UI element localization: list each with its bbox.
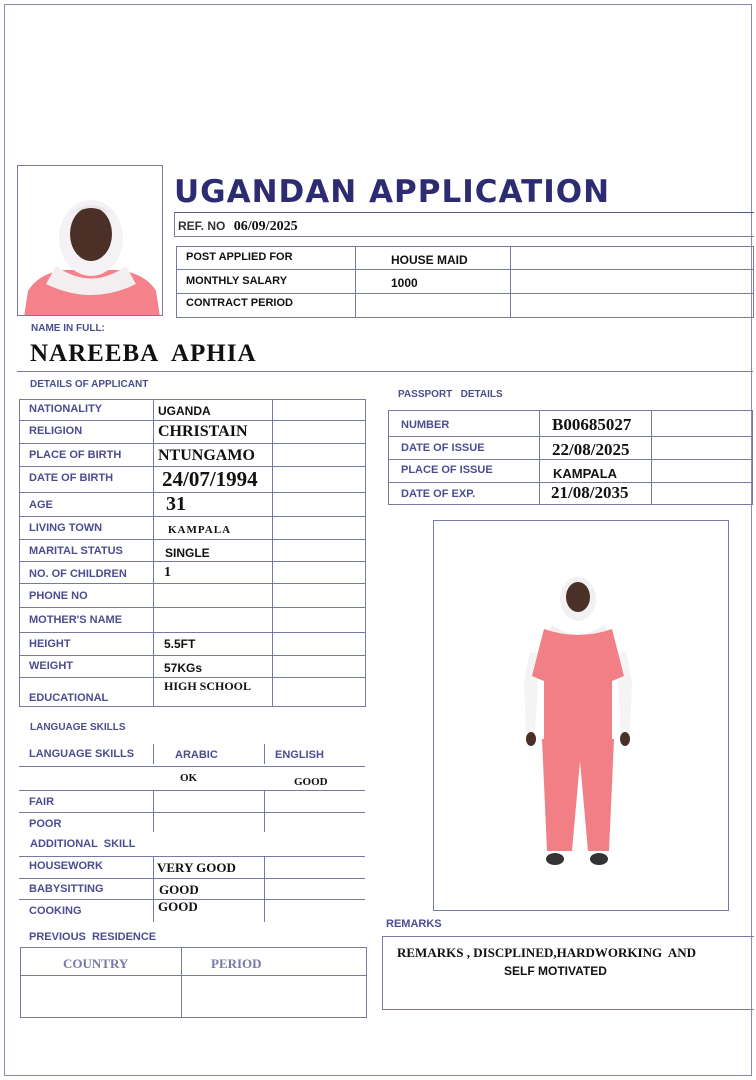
post-rule <box>176 293 754 294</box>
place-of-birth-label: PLACE OF BIRTH <box>29 449 122 461</box>
applicant-rule <box>19 399 365 400</box>
religion-label: RELIGION <box>29 425 83 437</box>
date-of-issue-label: DATE OF ISSUE <box>401 442 485 454</box>
passport-rule <box>388 410 753 411</box>
children-label: NO. OF CHILDREN <box>29 568 127 580</box>
fair-label: FAIR <box>29 796 55 808</box>
poor-label: POOR <box>29 818 62 830</box>
applicant-rule <box>19 677 365 678</box>
residence-section-label: PREVIOUS RESIDENCE <box>29 931 157 943</box>
babysitting-value: GOOD <box>159 882 199 897</box>
babysitting-label: BABYSITTING <box>29 883 104 895</box>
place-of-birth-value: NTUNGAMO <box>158 447 255 464</box>
language-header-label: LANGUAGE SKILLS <box>29 748 135 760</box>
height-label: HEIGHT <box>29 638 71 650</box>
place-of-issue-label: PLACE OF ISSUE <box>401 464 493 476</box>
passport-number-label: NUMBER <box>401 419 450 431</box>
phone-label: PHONE NO <box>29 590 88 602</box>
applicant-rule <box>19 655 365 656</box>
language-rule <box>19 766 365 767</box>
applicant-rule <box>153 399 154 707</box>
language-rule <box>264 744 265 764</box>
applicant-rule <box>19 561 365 562</box>
salary-label: MONTHLY SALARY <box>186 275 288 287</box>
ref-number <box>178 217 298 235</box>
applicant-rule <box>19 539 365 540</box>
ref-rule-left <box>174 212 175 237</box>
nationality-label: NATIONALITY <box>29 403 103 415</box>
skills-rule <box>19 878 365 879</box>
arabic-value: OK <box>180 772 198 784</box>
education-label: EDUCATIONAL <box>29 692 109 704</box>
applicant-rule <box>19 492 365 493</box>
applicant-rule <box>365 399 366 707</box>
remarks-line-2: SELF MOTIVATED <box>504 964 607 978</box>
full-length-photo <box>433 520 729 911</box>
remarks-section-label: REMARKS <box>386 918 442 930</box>
ref-rule-top <box>174 212 754 213</box>
age-label: AGE <box>29 499 53 511</box>
education-value: HIGH SCHOOL <box>164 679 252 693</box>
language-rule <box>19 812 365 813</box>
date-of-exp-label: DATE OF EXP. <box>401 488 476 500</box>
ref-label: REF. NO <box>178 219 226 233</box>
passport-number-value: B00685027 <box>552 415 632 434</box>
language-section-label: LANGUAGE SKILLS <box>30 722 126 733</box>
post-rule <box>176 246 177 318</box>
passport-section-label: PASSPORT DETAILS <box>398 389 503 400</box>
children-value: 1 <box>164 565 171 580</box>
applicant-rule <box>19 399 20 707</box>
applicant-rule <box>19 706 365 707</box>
applicant-rule <box>19 583 365 584</box>
religion-value: CHRISTAIN <box>158 423 248 440</box>
post-rule <box>176 246 754 247</box>
language-rule <box>153 790 154 832</box>
date-of-birth-label: DATE OF BIRTH <box>29 472 114 484</box>
skills-rule <box>19 856 365 857</box>
applicant-rule <box>272 399 273 707</box>
housework-label: HOUSEWORK <box>29 860 103 872</box>
arabic-column-header: ARABIC <box>175 749 218 761</box>
page-title: UGANDAN APPLICATION <box>174 174 611 210</box>
mothers-name-label: MOTHER'S NAME <box>29 614 123 626</box>
post-rule <box>176 317 754 318</box>
post-rule <box>510 246 511 318</box>
passport-rule <box>651 410 652 505</box>
housework-value: VERY GOOD <box>157 860 236 875</box>
age-value: 31 <box>166 493 186 515</box>
passport-rule <box>388 436 753 437</box>
country-column-header: COUNTRY <box>63 956 129 971</box>
skills-section-label: ADDITIONAL SKILL <box>30 838 136 850</box>
weight-label: WEIGHT <box>29 660 73 672</box>
date-of-exp-value: 21/08/2035 <box>551 483 629 502</box>
weight-value: 57KGs <box>164 661 203 675</box>
passport-photo <box>17 165 163 316</box>
applicant-rule <box>19 632 365 633</box>
post-rule <box>176 269 754 270</box>
nationality-value: UGANDA <box>158 404 211 418</box>
period-column-header: PERIOD <box>211 956 262 971</box>
date-of-birth-value: 24/07/1994 <box>162 467 258 491</box>
post-label: POST APPLIED FOR <box>186 251 293 263</box>
salary-value: 1000 <box>391 276 418 290</box>
name-rule <box>17 371 753 372</box>
place-of-issue-value: KAMPALA <box>553 466 618 481</box>
english-column-header: ENGLISH <box>275 749 324 761</box>
name-label: NAME IN FULL: <box>31 323 105 334</box>
applicant-rule <box>19 443 365 444</box>
cooking-label: COOKING <box>29 905 82 917</box>
ref-value: 06/09/2025 <box>233 219 298 234</box>
language-rule <box>264 790 265 832</box>
living-town-label: LIVING TOWN <box>29 522 103 534</box>
ref-rule-bottom <box>174 236 754 237</box>
applicant-rule <box>19 607 365 608</box>
cooking-value: GOOD <box>158 899 198 914</box>
passport-rule <box>752 410 753 505</box>
post-rule <box>753 246 754 318</box>
post-value: HOUSE MAID <box>391 253 468 267</box>
height-value: 5.5FT <box>164 637 196 651</box>
skills-rule <box>153 856 154 922</box>
marital-status-label: MARITAL STATUS <box>29 545 123 557</box>
residence-rule <box>20 975 367 976</box>
marital-status-value: SINGLE <box>165 546 210 560</box>
contract-label: CONTRACT PERIOD <box>186 297 293 309</box>
passport-rule <box>388 410 389 505</box>
applicant-section-label: DETAILS OF APPLICANT <box>30 379 149 390</box>
applicant-rule <box>19 420 365 421</box>
living-town-value: KAMPALA <box>168 524 232 536</box>
applicant-rule <box>19 516 365 517</box>
passport-rule <box>539 410 540 505</box>
remarks-box <box>382 936 754 1010</box>
residence-rule <box>181 947 182 1018</box>
post-rule <box>355 246 356 318</box>
remarks-line-1: REMARKS , DISCPLINED,HARDWORKING AND <box>397 945 697 960</box>
passport-rule <box>388 504 753 505</box>
skills-rule <box>264 856 265 922</box>
full-name: NAREEBA APHIA <box>30 340 257 367</box>
english-value: GOOD <box>294 776 328 788</box>
date-of-issue-value: 22/08/2025 <box>552 440 630 459</box>
language-rule <box>153 744 154 764</box>
language-rule <box>19 790 365 791</box>
